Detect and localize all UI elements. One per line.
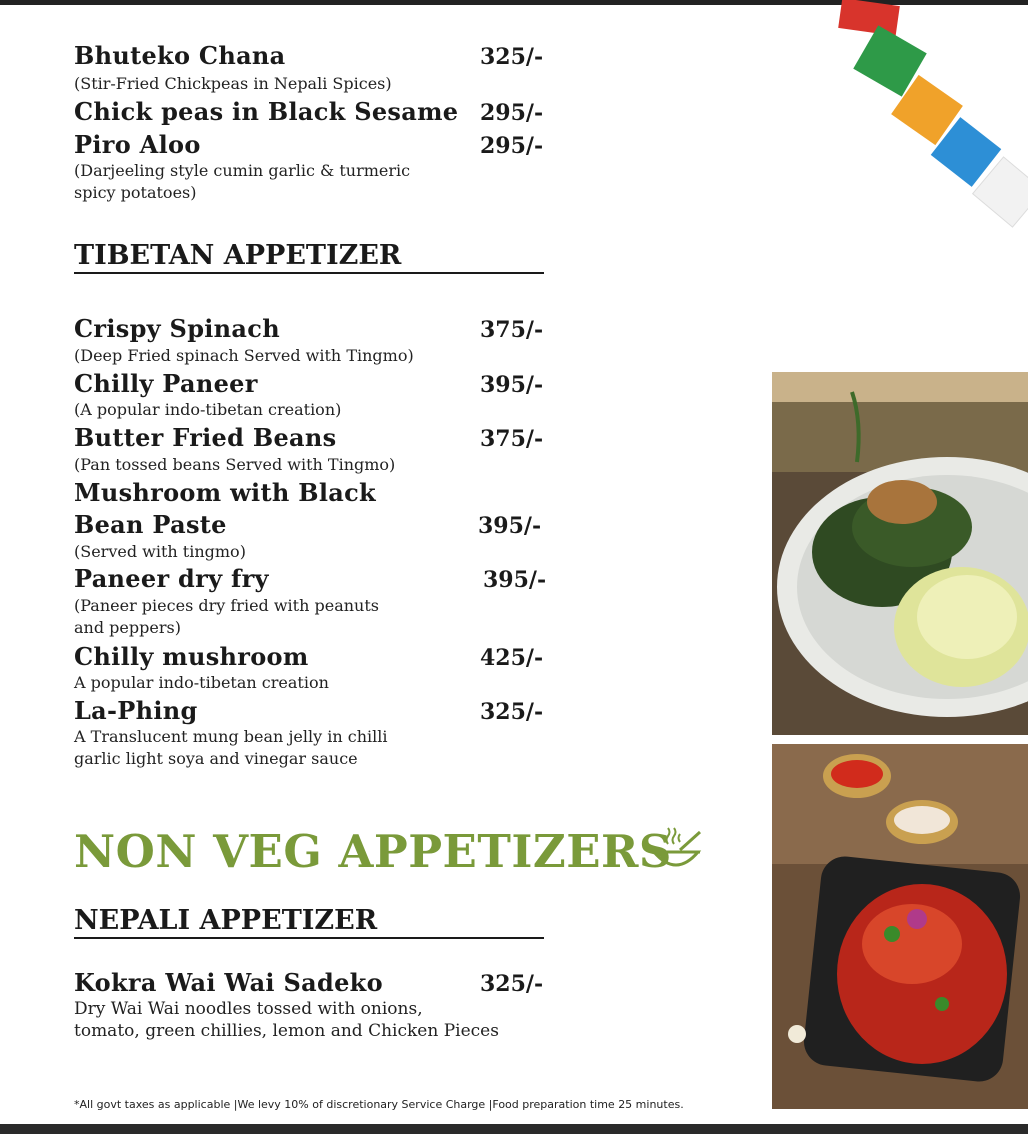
menu-item-description: spicy potatoes) xyxy=(74,183,197,202)
menu-item-description: and peppers) xyxy=(74,618,181,637)
menu-item-price: 375/- xyxy=(480,426,544,452)
bottom-border xyxy=(0,1124,1028,1134)
flag-red xyxy=(838,0,900,36)
menu-item-description: (Pan tossed beans Served with Tingmo) xyxy=(74,455,396,474)
menu-item-description: (Deep Fried spinach Served with Tingmo) xyxy=(74,346,414,365)
menu-item-description: garlic light soya and vinegar sauce xyxy=(74,749,358,768)
menu-item-name: Kokra Wai Wai Sadeko xyxy=(74,968,383,997)
footnote: *All govt taxes as applicable |We levy 10% of discretionary Service Charge |Food preparation time 25 minutes. xyxy=(74,1098,684,1111)
crispy-spinach-photo xyxy=(772,372,1028,735)
menu-item-description: (Paneer pieces dry fried with peanuts xyxy=(74,596,379,615)
menu-item-name: Bean Paste xyxy=(74,510,227,539)
menu-item-price: 295/- xyxy=(480,133,544,159)
menu-item-name: Butter Fried Beans xyxy=(74,423,337,452)
menu-item-description: tomato, green chillies, lemon and Chicken Pieces xyxy=(74,1021,499,1041)
menu-item-name: Chilly mushroom xyxy=(74,642,309,671)
menu-item-price: 395/- xyxy=(478,513,542,539)
prayer-flags-decoration xyxy=(820,0,1028,240)
menu-item-price: 325/- xyxy=(480,44,544,70)
menu-item-price: 425/- xyxy=(480,645,544,671)
menu-item-name: Bhuteko Chana xyxy=(74,41,286,70)
non-veg-appetizers-heading: NON VEG APPETIZERS xyxy=(74,825,672,878)
menu-item-name: Piro Aloo xyxy=(74,130,201,159)
menu-item-description: (Darjeeling style cumin garlic & turmeric xyxy=(74,161,411,180)
tibetan-appetizer-heading: TIBETAN APPETIZER xyxy=(74,240,544,274)
soup-bowl-icon xyxy=(648,826,704,876)
menu-item-name: Chilly Paneer xyxy=(74,369,258,398)
menu-item-name: Mushroom with Black xyxy=(74,478,376,507)
menu-item-price: 295/- xyxy=(480,100,544,126)
menu-item-price: 395/- xyxy=(483,567,547,593)
menu-item-name: La-Phing xyxy=(74,696,198,725)
chilly-chicken-photo xyxy=(772,744,1028,1109)
menu-item-price: 325/- xyxy=(480,699,544,725)
menu-item-description: (Served with tingmo) xyxy=(74,542,246,561)
menu-item-name: Chick peas in Black Sesame xyxy=(74,97,459,126)
menu-item-name: Paneer dry fry xyxy=(74,564,269,593)
menu-item-description: (Stir-Fried Chickpeas in Nepali Spices) xyxy=(74,74,392,93)
nepali-appetizer-heading: NEPALI APPETIZER xyxy=(74,905,544,939)
menu-item-description: (A popular indo-tibetan creation) xyxy=(74,400,342,419)
menu-item-price: 375/- xyxy=(480,317,544,343)
menu-item-name: Crispy Spinach xyxy=(74,314,280,343)
menu-item-price: 395/- xyxy=(480,372,544,398)
menu-item-price: 325/- xyxy=(480,971,544,997)
menu-item-description: Dry Wai Wai noodles tossed with onions, xyxy=(74,999,423,1019)
menu-item-description: A popular indo-tibetan creation xyxy=(74,673,329,692)
menu-item-description: A Translucent mung bean jelly in chilli xyxy=(74,727,388,746)
